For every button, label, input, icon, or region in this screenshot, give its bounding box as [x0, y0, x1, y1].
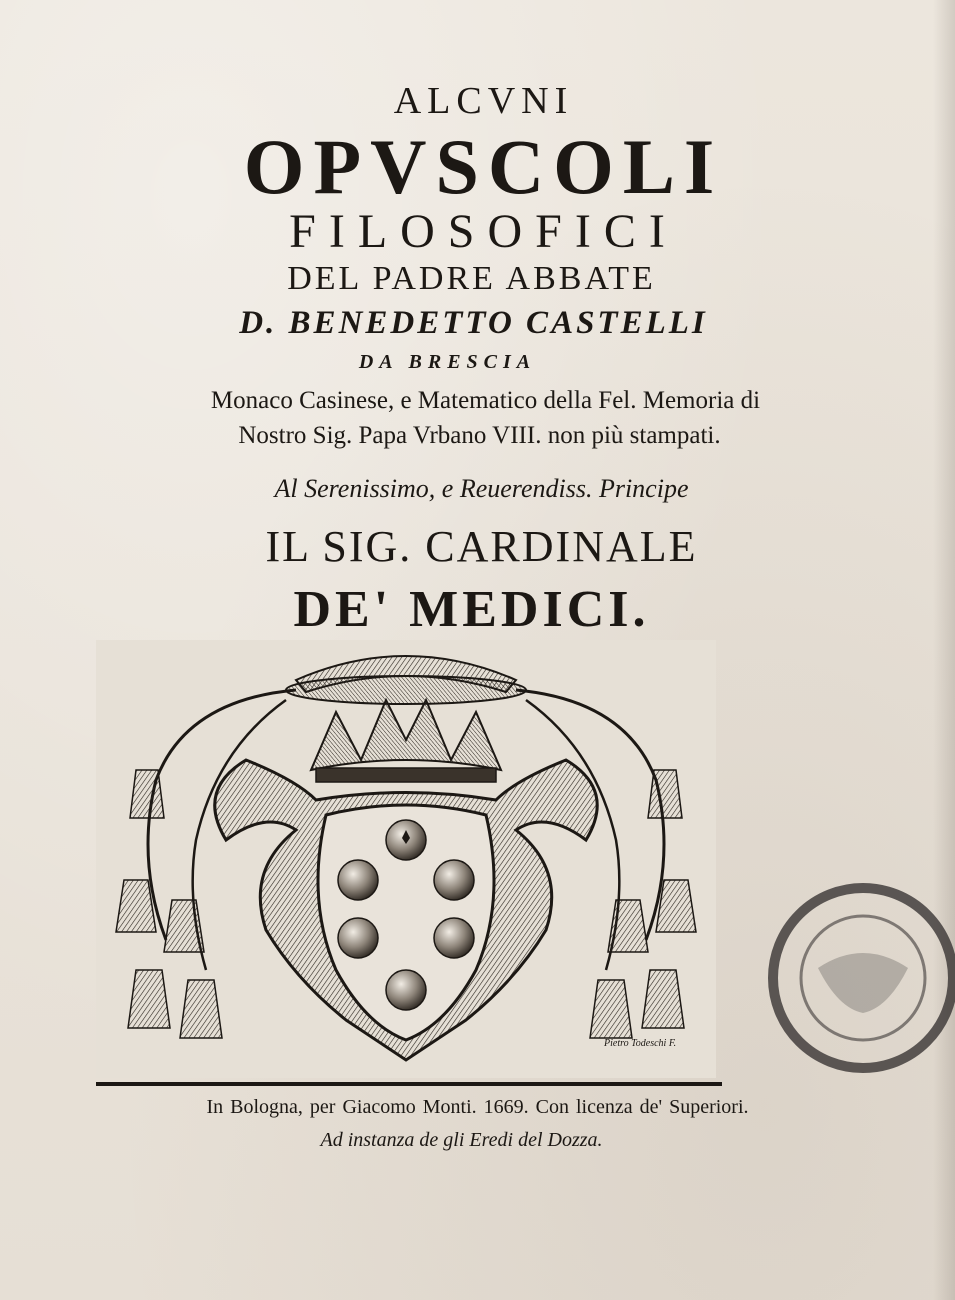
dedication-line: Al Serenissimo, e Reuerendiss. Principe [274, 474, 689, 503]
title-line-author-title: DEL PADRE ABBATE [287, 260, 656, 297]
title-line-origin: DA BRESCIA [358, 351, 537, 373]
title-line-author-name: D. BENEDETTO CASTELLI [239, 305, 708, 341]
dedicatee-line-1: IL SIG. CARDINALE [265, 522, 698, 571]
title-line-filosofici: FILOSOFICI [289, 205, 678, 258]
dedicatee-line-2: DE' MEDICI. [293, 581, 650, 638]
title-line-description-2: Nostro Sig. Papa Vrbano VIII. non più stampati. [238, 422, 721, 449]
title-line-alcuni: ALCVNI [393, 80, 574, 122]
medici-coat-of-arms-icon [96, 640, 716, 1078]
imprint-line-2: Ad instanza de gli Eredi del Dozza. [320, 1129, 603, 1151]
imprint-rule [96, 1082, 722, 1086]
engraver-signature: Pietro Todeschi F. [604, 1038, 677, 1049]
title-line-description-1: Monaco Casinese, e Matematico della Fel. Memoria di [210, 387, 761, 414]
library-stamp-icon [748, 878, 955, 1088]
imprint-line-1: In Bologna, per Giacomo Monti. 1669. Con licenza de' Superiori. [206, 1096, 749, 1118]
title-line-opuscoli: OPVSCOLI [243, 123, 724, 210]
